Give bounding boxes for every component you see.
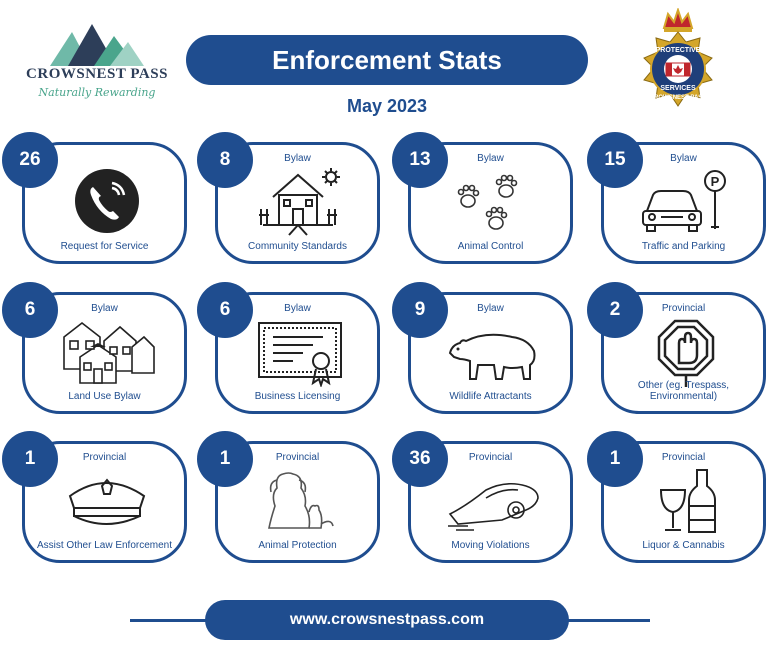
stat-label: Animal Protection — [258, 540, 337, 551]
svg-text:P: P — [710, 174, 720, 189]
logo-tagline: Naturally Rewarding — [38, 86, 156, 99]
bear-icon — [446, 317, 541, 387]
house-icon — [253, 167, 348, 237]
stat-count: 1 — [197, 431, 253, 487]
stat-label: Other (eg. Trespass, Environmental) — [637, 380, 730, 402]
stat-label: Traffic and Parking — [641, 241, 726, 252]
stat-count: 36 — [392, 431, 448, 487]
sports-car-icon — [446, 466, 541, 536]
dog-cat-icon — [253, 466, 348, 536]
stat-category: Bylaw — [477, 153, 504, 164]
stat-label: Assist Other Law Enforcement — [36, 540, 173, 551]
badge-bottom-text: CROWSNEST PASS — [649, 95, 707, 101]
crowsnest-pass-logo — [22, 22, 172, 112]
stat-count: 9 — [392, 282, 448, 338]
stat-category: Bylaw — [284, 303, 311, 314]
protective-services-badge — [628, 8, 728, 120]
stat-label: Community Standards — [248, 241, 347, 252]
logo-name: CROWSNEST PASS — [26, 66, 168, 82]
phone-icon — [60, 167, 155, 237]
paw-prints-icon — [446, 167, 541, 237]
stat-count: 8 — [197, 132, 253, 188]
police-cap-icon — [60, 466, 155, 536]
stat-count: 1 — [587, 431, 643, 487]
badge-mid-text: SERVICES — [660, 85, 696, 92]
stat-category: Bylaw — [670, 153, 697, 164]
stat-count: 6 — [2, 282, 58, 338]
stat-count: 6 — [197, 282, 253, 338]
stat-category: Bylaw — [284, 153, 311, 164]
stat-label: Moving Violations — [451, 540, 530, 551]
certificate-icon — [253, 317, 348, 387]
page-title: Enforcement Stats — [186, 35, 588, 85]
stat-label: Animal Control — [457, 241, 524, 252]
stop-hand-icon — [639, 317, 734, 387]
stat-count: 15 — [587, 132, 643, 188]
car-parking-icon — [639, 167, 734, 237]
mountain-icon — [50, 22, 144, 66]
stat-category: Provincial — [661, 303, 706, 314]
stat-label: Wildlife Attractants — [449, 391, 532, 402]
houses-icon — [60, 317, 155, 387]
stat-count: 1 — [2, 431, 58, 487]
stat-count: 26 — [2, 132, 58, 188]
stat-label: Business Licensing — [254, 391, 341, 402]
stat-count: 2 — [587, 282, 643, 338]
report-period: May 2023 — [346, 96, 428, 116]
stat-category: Bylaw — [477, 303, 504, 314]
stat-category: Provincial — [661, 452, 706, 463]
stat-category: Provincial — [275, 452, 320, 463]
bottle-glass-icon — [639, 466, 734, 536]
badge-top-text: PROTECTIVE — [655, 47, 701, 54]
stat-count: 13 — [392, 132, 448, 188]
stat-label: Liquor & Cannabis — [642, 540, 725, 551]
stat-label: Land Use Bylaw — [68, 391, 141, 402]
stat-category: Bylaw — [91, 303, 118, 314]
website-link[interactable]: www.crowsnestpass.com — [205, 600, 569, 640]
stat-category: Provincial — [82, 452, 127, 463]
stat-category: Provincial — [468, 452, 513, 463]
stat-label: Request for Service — [60, 241, 149, 252]
